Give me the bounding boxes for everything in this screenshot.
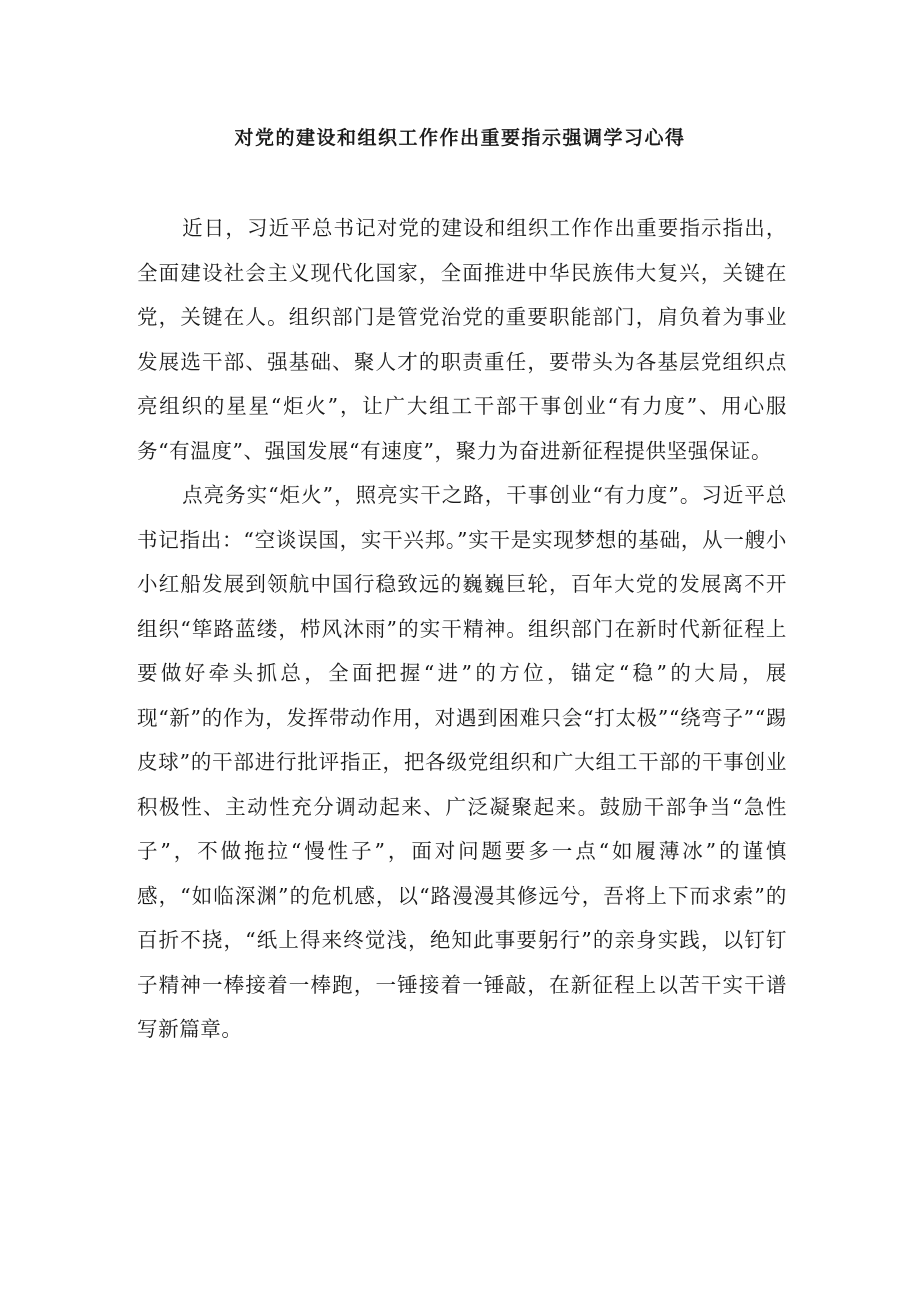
- paragraph-2: 点亮务实“炬火”，照亮实干之路，干事创业“有力度”。习近平总书记指出：“空谈误国，实干兴邦。”实干是实现梦想的基础，从一艘小小红船发展到领航中国行稳致远的巍巍巨轮，百年大党的发展离不开组织“筚路蓝缕，栉风沐雨”的实干精神。组织部门在新时代新征程上要做好牵头抓总，全面把握“进”的方位，锚定“稳”的大局，展现“新”的作为，发挥带动作用，对遇到困难只会“打太极”“绕弯子”“踢皮球”的干部进行批评指正，把各级党组织和广大组工干部的干事创业积极性、主动性充分调动起来、广泛凝聚起来。鼓励干部争当“急性子”，不做拖拉“慢性子”，面对问题要多一点“如履薄冰”的谨慎感，“如临深渊”的危机感，以“路漫漫其修远兮，吾将上下而求索”的百折不挠，“纸上得来终觉浅，绝知此事要躬行”的亲身实践，以钉钉子精神一棒接着一棒跑，一锤接着一锤敲，在新征程上以苦干实干谱写新篇章。: [137, 483, 787, 1041]
- document-title: 对党的建设和组织工作作出重要指示强调学习心得: [234, 127, 686, 149]
- document-body: [137, 206, 787, 1052]
- paragraph-1: 近日，习近平总书记对党的建设和组织工作作出重要指示指出，全面建设社会主义现代化国家，全面推进中华民族伟大复兴，关键在党，关键在人。组织部门是管党治党的重要职能部门，肩负着为事业发展选干部、强基础、聚人才的职责重任，要带头为各基层党组织点亮组织的星星“炬火”，让广大组工干部干事创业“有力度”、用心服务“有温度”、强国发展“有速度”，聚力为奋进新征程提供坚强保证。: [137, 216, 787, 463]
